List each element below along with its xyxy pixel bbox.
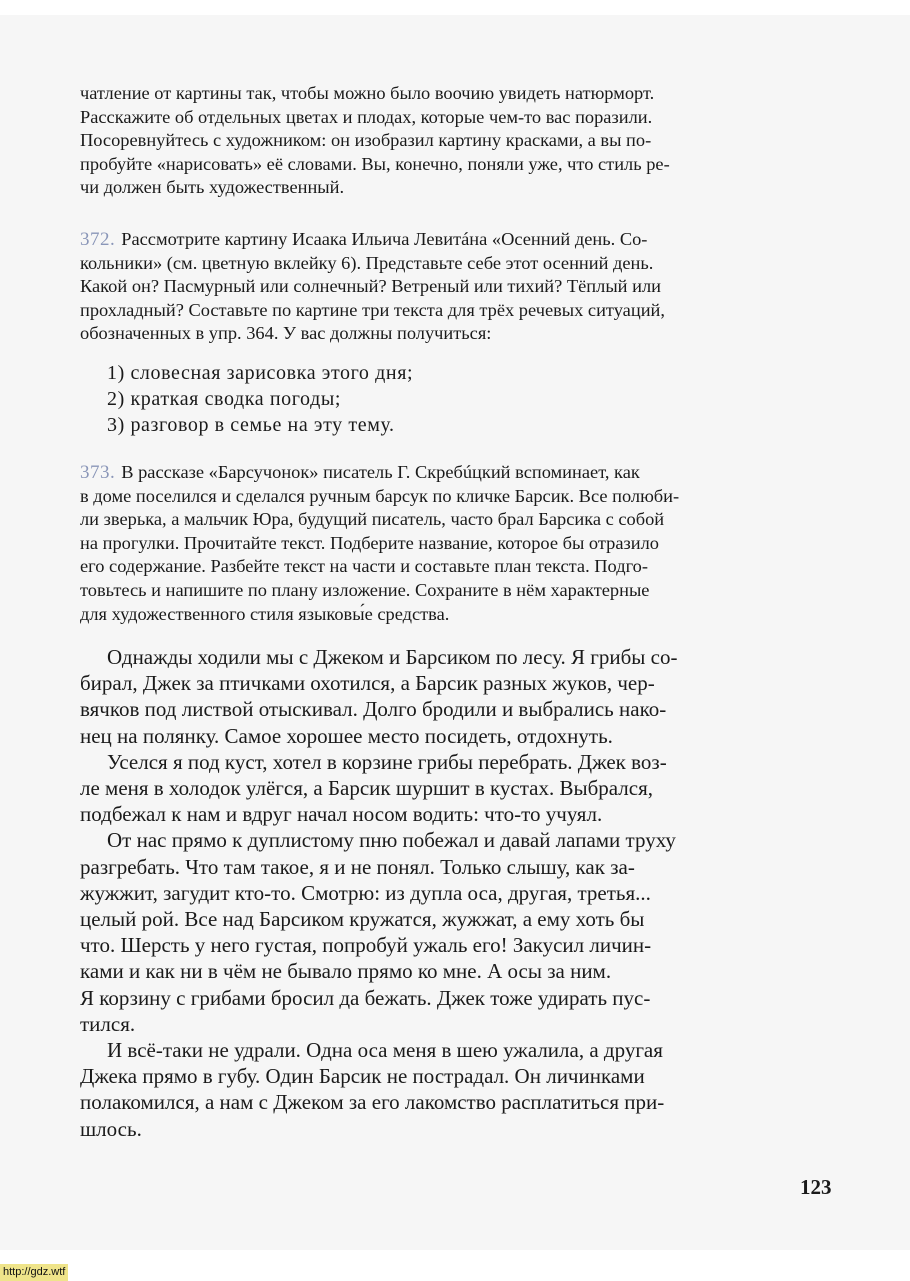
text-line: прохладный? Составьте по картине три текста для трёх речевых ситуаций, — [80, 299, 665, 320]
text-line: Рассмотрите картину Исаака Ильича Левитáна «Осенний день. Со- — [121, 229, 648, 249]
page-number: 123 — [800, 1175, 832, 1199]
list-item: 1) словесная зарисовка этого дня; — [107, 362, 414, 384]
text-line: чатление от картины так, чтобы можно было воочию увидеть натюрморт. — [80, 83, 655, 103]
exercise-number: 373. — [80, 462, 116, 483]
text-line: Расскажите об отдельных цветах и плодах, которые чем-то вас поразили. — [80, 106, 653, 127]
watermark-link[interactable]: http://gdz.wtf — [0, 1264, 68, 1281]
text-line: чи должен быть художественный. — [80, 177, 345, 198]
story-paragraph: От нас прямо к дуплистому пню побежал и давай лапами труху разгребать. Что там такое, я и не понял. Только слышу, как за- жужжит, загудит кто-то. Смотрю: из дупла оса, другая, третья... целый рой. Все над Барсиком кружатся, жужжат, а ему хоть бы что. Шерсть у него густая, попробуй ужаль его! Закусил личин- ками и как ни в чём не бывало прямо ко мне. А осы за ним. Я корзину с грибами бросил да бежать. Джек тоже удирать пус- тился. — [80, 828, 676, 1036]
text-line: ли зверька, а мальчик Юра, будущий писатель, часто брал Барсика с собой — [80, 509, 665, 530]
exercise-372 — [80, 228, 842, 346]
text-line: кольники» (см. цветную вклейку 6). Представьте себе этот осенний день. — [80, 252, 654, 273]
list-item: 2) краткая сводка погоды; — [107, 388, 342, 410]
exercise-372-list — [107, 360, 413, 438]
exercise-373 — [80, 461, 842, 626]
intro-paragraph — [80, 82, 842, 200]
text-line: обозначенных в упр. 364. У вас должны получиться: — [80, 323, 492, 344]
text-line: его содержание. Разбейте текст на части и составьте план текста. Подго- — [80, 556, 648, 577]
text-line: Посоревнуйтесь с художником: он изобразил картину красками, а вы по- — [80, 130, 652, 151]
text-line: в доме поселился и сделался ручным барсук по кличке Барсик. Все полюби- — [80, 485, 680, 506]
exercise-number: 372. — [80, 229, 116, 250]
text-line: товьтесь и напишите по плану изложение. Сохраните в нём характерные — [80, 579, 650, 600]
story-paragraph: Уселся я под куст, хотел в корзине грибы перебрать. Джек воз- ле меня в холодок улёгся, а Барсик шуршит в кустах. Выбрался, подбежал к нам и вдруг начал носом водить: что-то учуял. — [80, 749, 667, 827]
story-paragraph: И всё-таки не удрали. Одна оса меня в шею ужалила, а другая Джека прямо в губу. Один Барсик не пострадал. Он личинками полакомился, а нам с Джеком за его лакомство расплатиться при- шлось. — [80, 1038, 665, 1141]
story-paragraph: Однажды ходили мы с Джеком и Барсиком по лесу. Я грибы со- бирал, Джек за птичками охотился, а Барсик разных жуков, чер- вячков под листвой отыскивал. Долго бродили и выбрались нако- нец на полянку. Самое хорошее место посидеть, отдохнуть. — [80, 645, 678, 748]
text-line: В рассказе «Барсучонок» писатель Г. Скребúцкий вспоминает, как — [121, 462, 640, 482]
list-item: 3) разговор в семье на эту тему. — [107, 414, 395, 436]
text-line: для художественного стиля языковы́е средства. — [80, 603, 450, 624]
story-text — [80, 644, 842, 1142]
text-line: на прогулки. Прочитайте текст. Подберите название, которое бы отразило — [80, 532, 659, 553]
textbook-page — [0, 15, 910, 1250]
text-line: пробуйте «нарисовать» её словами. Вы, конечно, поняли уже, что стиль ре- — [80, 153, 670, 174]
text-line: Какой он? Пасмурный или солнечный? Ветреный или тихий? Тёплый или — [80, 276, 661, 297]
